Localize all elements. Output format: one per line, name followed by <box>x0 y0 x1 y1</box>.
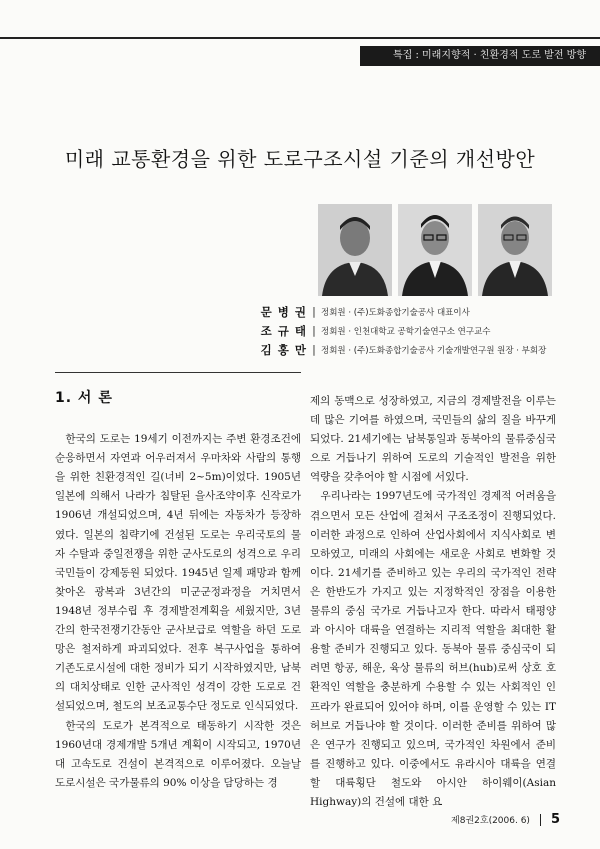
author-affiliation: 정회원 · (주)도화종합기술공사 기술개발연구원 원장 · 부회장 <box>321 345 547 356</box>
portrait-icon <box>318 204 392 296</box>
article-title: 미래 교통환경을 위한 도로구조시설 기준의 개선방안 <box>64 147 536 171</box>
author-row <box>255 340 600 359</box>
portrait-icon <box>398 204 472 296</box>
portrait-icon <box>478 204 552 296</box>
author-name: 김 홍 만 <box>260 342 307 357</box>
body-paragraph: 한국의 도로는 19세기 이전까지는 주변 환경조건에 순응하면서 자연과 어우러져서 우마차와 사람의 통행을 위한 친환경적인 길(너비 2~5m)이었다. 1905년 일본에 의해서 나라가 침탈된 을사조약이후 신작로가 1906년 개설되었으며, 4년 뒤에는 자동차가 등장하였다. 일본의 침략기에 건설된 도로는 우리국토의 물자 수탈과 중일전쟁을 위한 군사도로의 성격으로 우리국민들이 강제동원 되었다. 1945년 일제 패망과 함께 찾아온 광복과 3년간의 미군군정과정을 거치면서 1948년 정부수립 후 경제발전계획을 세웠지만, 3년간의 한국전쟁기간동안 군사보급로 역할을 하던 도로망은 철저하게 파괴되었다. 전후 복구사업을 통하여 기존도로시설에 대한 정비가 되기 시작하였지만, 남북의 대치상태로 인한 군사적인 성격이 강한 도로로 건설되었으며, 철도의 보조교통수단 정도로 인식되었다. <box>55 433 301 713</box>
author-list <box>255 302 600 359</box>
section-badge: 특집 : 미래지향적 · 친환경적 도로 발전 방향 <box>360 46 600 66</box>
header-rule <box>0 37 600 39</box>
page-number: 5 <box>550 812 560 827</box>
author-affiliation: 정회원 · (주)도화종합기술공사 대표이사 <box>321 307 470 318</box>
author-name: 조 규 태 <box>260 323 307 338</box>
author-separator: | <box>312 343 316 356</box>
issue-label: 제8권2호(2006. 6) <box>451 816 530 826</box>
author-row <box>255 302 600 321</box>
section-heading: 1. 서 론 <box>55 390 113 406</box>
author-separator: | <box>312 324 316 337</box>
author-name: 문 병 권 <box>260 304 307 319</box>
author-row <box>255 321 600 340</box>
author-separator: | <box>312 305 316 318</box>
author-photo-2 <box>398 204 472 296</box>
body-paragraph: 한국의 도로가 본격적으로 태동하기 시작한 것은 1960년대 경제개발 5개년 계획이 시작되고, 1970년대 고속도로 건설이 본격적으로 이루어졌다. 오늘날 도로시설은 국가물류의 90% 이상을 담당하는 경 <box>55 719 301 789</box>
author-affiliation: 정회원 · 인천대학교 공학기술연구소 연구교수 <box>321 326 491 337</box>
body-column-left <box>55 372 301 793</box>
body-paragraph: 제의 동맥으로 성장하였고, 지금의 경제발전을 이루는데 많은 기여를 하였으며, 국민들의 삶의 질을 바꾸게 되었다. 21세기에는 남북통일과 동북아의 물류중심국으로 거듭나기 위하여 도로의 기술적인 발전을 위한 역량을 갖추어야 할 시점에 서있다. <box>310 395 556 484</box>
body-column-right <box>310 392 556 812</box>
author-photo-3 <box>478 204 552 296</box>
body-paragraph: 우리나라는 1997년도에 국가적인 경제적 어려움을 겪으면서 모든 산업에 걸쳐서 구조조정이 진행되었다. 이러한 과정으로 인하여 산업사회에서 지식사회로 변모하였고, 미래의 사회에는 새로운 사회로 변화할 것이다. 21세기를 준비하고 있는 우리의 국가적인 전략은 한반도가 가지고 있는 지정학적인 장점을 이용한 물류의 중심 국가로 거듭나고자 한다. 따라서 태평양과 아시아 대륙을 연결하는 지리적 역할을 최대한 활용할 준비가 진행되고 있다. 동북아 물류 중심국이 되려면 항공, 해운, 육상 물류의 허브(hub)로써 상호 호환적인 역할을 충분하게 수용할 수 있는 사회적인 인프라가 완료되어 있어야 하며, 이를 운영할 수 있는 IT 허브로 거듭나야 할 것이다. 이러한 준비를 위하여 많은 연구가 진행되고 있으며, 국가적인 차원에서 준비를 진행하고 있다. 이중에서도 유라시아 대륙을 연결할 대륙횡단 철도와 아시안 하이웨이(Asian Highway)의 건설에 대한 요 <box>310 490 556 808</box>
author-photo-1 <box>318 204 392 296</box>
footer-divider <box>540 814 541 826</box>
page-footer <box>451 812 560 827</box>
